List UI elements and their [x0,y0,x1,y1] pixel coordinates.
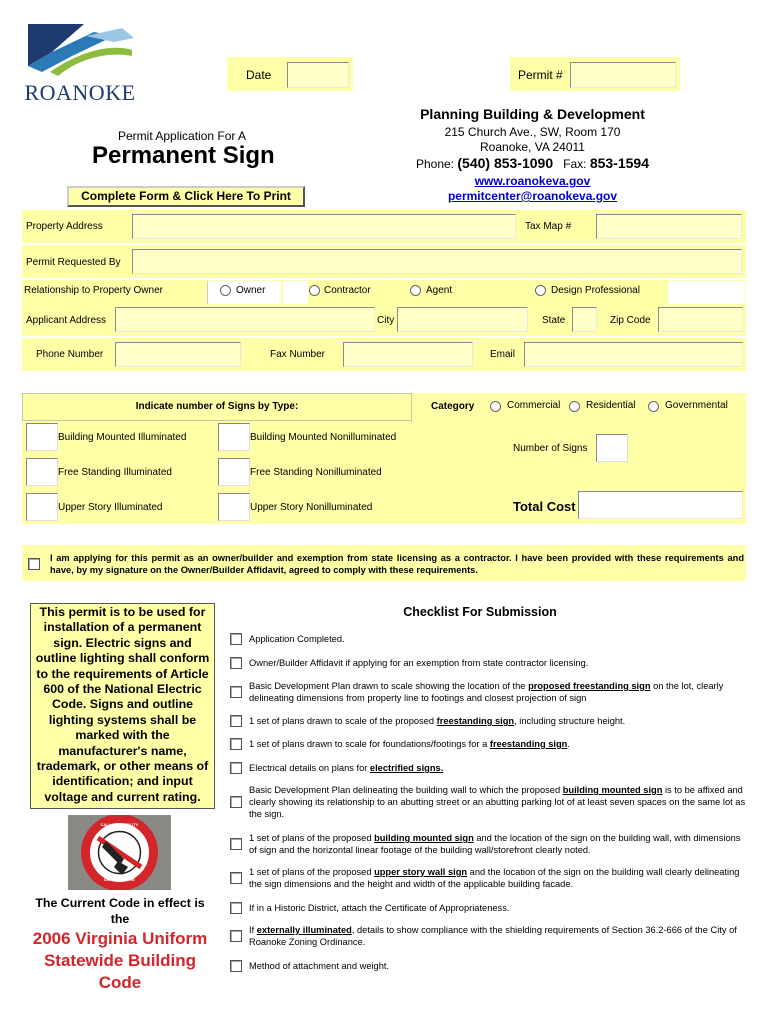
category-label: Category [431,401,475,412]
print-button[interactable]: Complete Form & Click Here To Print [67,186,305,207]
tax-map-label: Tax Map # [525,221,572,232]
agent-radio-label: Agent [426,285,453,296]
applicant-address-input[interactable] [115,307,375,332]
email-label: Email [490,349,516,360]
state-input[interactable] [572,307,597,332]
total-cost-label: Total Cost [513,499,576,514]
sign-count-freestanding-illuminated[interactable] [26,458,58,486]
checklist-checkbox[interactable] [230,902,242,914]
checklist-checkbox[interactable] [230,633,242,645]
property-address-label: Property Address [26,221,103,232]
checklist-item: If externally illuminated, details to show compliance with the shielding requirements of Section 36.2-666 of the City of Roanoke Zoning Ordinance. [249,925,737,947]
relationship-label: Relationship to Property Owner [24,285,163,296]
department-phone [400,155,665,171]
phone-number: (540) 853-1090 [457,155,554,171]
seal-center-text: DIG WITH CARE [104,877,135,882]
number-of-signs-label: Number of Signs [513,443,588,454]
affidavit-checkbox[interactable] [28,558,40,570]
property-address-input[interactable] [132,214,516,239]
checklist-checkbox[interactable] [230,838,242,850]
applicant-address-label: Applicant Address [26,315,107,326]
checklist-item: Application Completed. [249,634,345,644]
checklist-checkbox[interactable] [230,686,242,698]
contractor-radio-label: Contractor [324,285,371,296]
checklist-checkbox[interactable] [230,657,242,669]
checklist-checkbox[interactable] [230,715,242,727]
sign-type-label: Building Mounted Illuminated [58,432,187,443]
checklist-item: 1 set of plans drawn to scale of the proposed freestanding sign, including structure height. [249,716,626,726]
permit-requested-by-label: Permit Requested By [26,257,121,268]
sign-count-upper-illuminated[interactable] [26,493,58,521]
checklist-checkbox[interactable] [230,930,242,942]
seal-outer-text: CALL MISS UTILITY [100,822,139,827]
fax-number-label: Fax Number [270,349,326,360]
website-link[interactable]: www.roanokeva.gov [474,174,591,188]
checklist-item: Owner/Builder Affidavit if applying for an exemption from state contractor licensing. [249,658,589,668]
fax-number: 853-1594 [589,155,649,171]
total-cost-input[interactable] [578,491,743,519]
checklist-checkbox[interactable] [230,762,242,774]
roanoke-logo-mark-icon [22,22,138,82]
checklist-item: Method of attachment and weight. [249,961,390,971]
email-input[interactable] [524,342,743,367]
email-link[interactable]: permitcenter@roanokeva.gov [447,189,618,203]
department-name: Planning Building & Development [420,106,645,122]
contractor-radio-cell [283,281,308,304]
phone-number-label: Phone Number [36,349,104,360]
permit-number-input[interactable] [570,62,676,88]
checklist-checkbox[interactable] [230,960,242,972]
design-professional-radio-label: Design Professional [551,285,640,296]
sign-count-freestanding-nonilluminated[interactable] [218,458,250,486]
indicate-signs-label: Indicate number of Signs by Type: [135,401,299,412]
owner-radio-label: Owner [236,285,266,296]
notice-text: This permit is to be used for installation of a permanent sign. Electric signs and outline lighting shall conform to the requirements of Article 600 of the National Electric Code. Signs and outline lighting systems shall be marked with the manufacturer's name, trademark, or other means of identification; and input voltage and current rating. [35,605,210,804]
checklist-item: 1 set of plans of the proposed building mounted sign and the location of the sign on the building wall, with dimensions of sign and the horizontal linear footage of the building wall/storefront clearly noted. [249,833,741,855]
date-label: Date [246,68,272,82]
logo-text: ROANOKE [24,80,136,105]
design-professional-radio[interactable] [535,285,546,296]
governmental-radio-label: Governmental [665,400,728,411]
fax-number-input[interactable] [343,342,473,367]
sign-type-label: Upper Story Illuminated [58,502,163,513]
sign-type-label: Free Standing Illuminated [58,467,172,478]
checklist-item: Electrical details on plans for electrified signs. [249,763,444,773]
department-address-1: 215 Church Ave., SW, Room 170 [444,125,621,139]
city-input[interactable] [397,307,528,332]
checklist-item: If in a Historic District, attach the Certificate of Appropriateness. [249,903,510,913]
checklist-item: Basic Development Plan delineating the building wall to which the proposed building mounted sign is to be affixed and clearly showing its relationship to an abutting street or an abutting parking lot of at least seven spaces on the same lot as the sign. [249,785,746,819]
roanoke-logo [22,22,138,104]
miss-utility-seal [68,815,171,890]
agent-radio[interactable] [410,285,421,296]
sign-count-building-illuminated[interactable] [26,423,58,451]
zip-input[interactable] [658,307,743,332]
residential-radio[interactable] [569,401,580,412]
code-name: 2006 Virginia Uniform Statewide Building Code [32,929,208,992]
contractor-radio[interactable] [309,285,320,296]
checklist-item: Basic Development Plan drawn to scale showing the location of the proposed freestanding sign on the lot, clearly delineating dimensions from property line to footings and closest projection of sign [249,681,724,703]
department-address-2: Roanoke, VA 24011 [480,140,585,154]
sign-type-label: Building Mounted Nonilluminated [250,432,397,443]
checklist-checkbox[interactable] [230,796,242,808]
relationship-end-cell [668,281,745,304]
checklist-item: 1 set of plans of the proposed upper story wall sign and the location of the sign on the building wall clearly delineating the sign dimensions and the height and width of the applicable building facade. [249,867,740,889]
sign-count-upper-nonilluminated[interactable] [218,493,250,521]
checklist-item: 1 set of plans drawn to scale for foundations/footings for a freestanding sign. [249,739,570,749]
checklist-checkbox[interactable] [230,872,242,884]
application-title: Permanent Sign [92,142,275,169]
checklist-title: Checklist For Submission [403,605,557,619]
tax-map-input[interactable] [596,214,742,239]
owner-radio[interactable] [220,285,231,296]
permit-requested-by-input[interactable] [132,249,742,274]
current-code-text: The Current Code in effect is the [35,896,205,926]
commercial-radio-label: Commercial [507,400,561,411]
sign-type-label: Free Standing Nonilluminated [250,467,382,478]
number-of-signs-input[interactable] [596,434,628,462]
commercial-radio[interactable] [490,401,501,412]
residential-radio-label: Residential [586,400,636,411]
checklist-checkbox[interactable] [230,738,242,750]
phone-number-input[interactable] [115,342,241,367]
state-label: State [542,315,566,326]
sign-type-label: Upper Story Nonilluminated [250,502,373,513]
permit-number-label: Permit # [518,68,563,82]
phone-label: Phone: [415,157,455,171]
governmental-radio[interactable] [648,401,659,412]
city-label: City [377,315,395,326]
date-input[interactable] [287,62,349,88]
fax-label: Fax: [563,157,587,171]
application-for: Permit Application For A [118,129,247,143]
zip-label: Zip Code [610,315,651,326]
sign-count-building-nonilluminated[interactable] [218,423,250,451]
affidavit-text: I am applying for this permit as an owner/builder and exemption from state licensing as a contractor. I have been provided with these requirements and have, by my signature on the Owner/Builder Affidavit, agreed to comply with these requirements. [50,553,744,575]
